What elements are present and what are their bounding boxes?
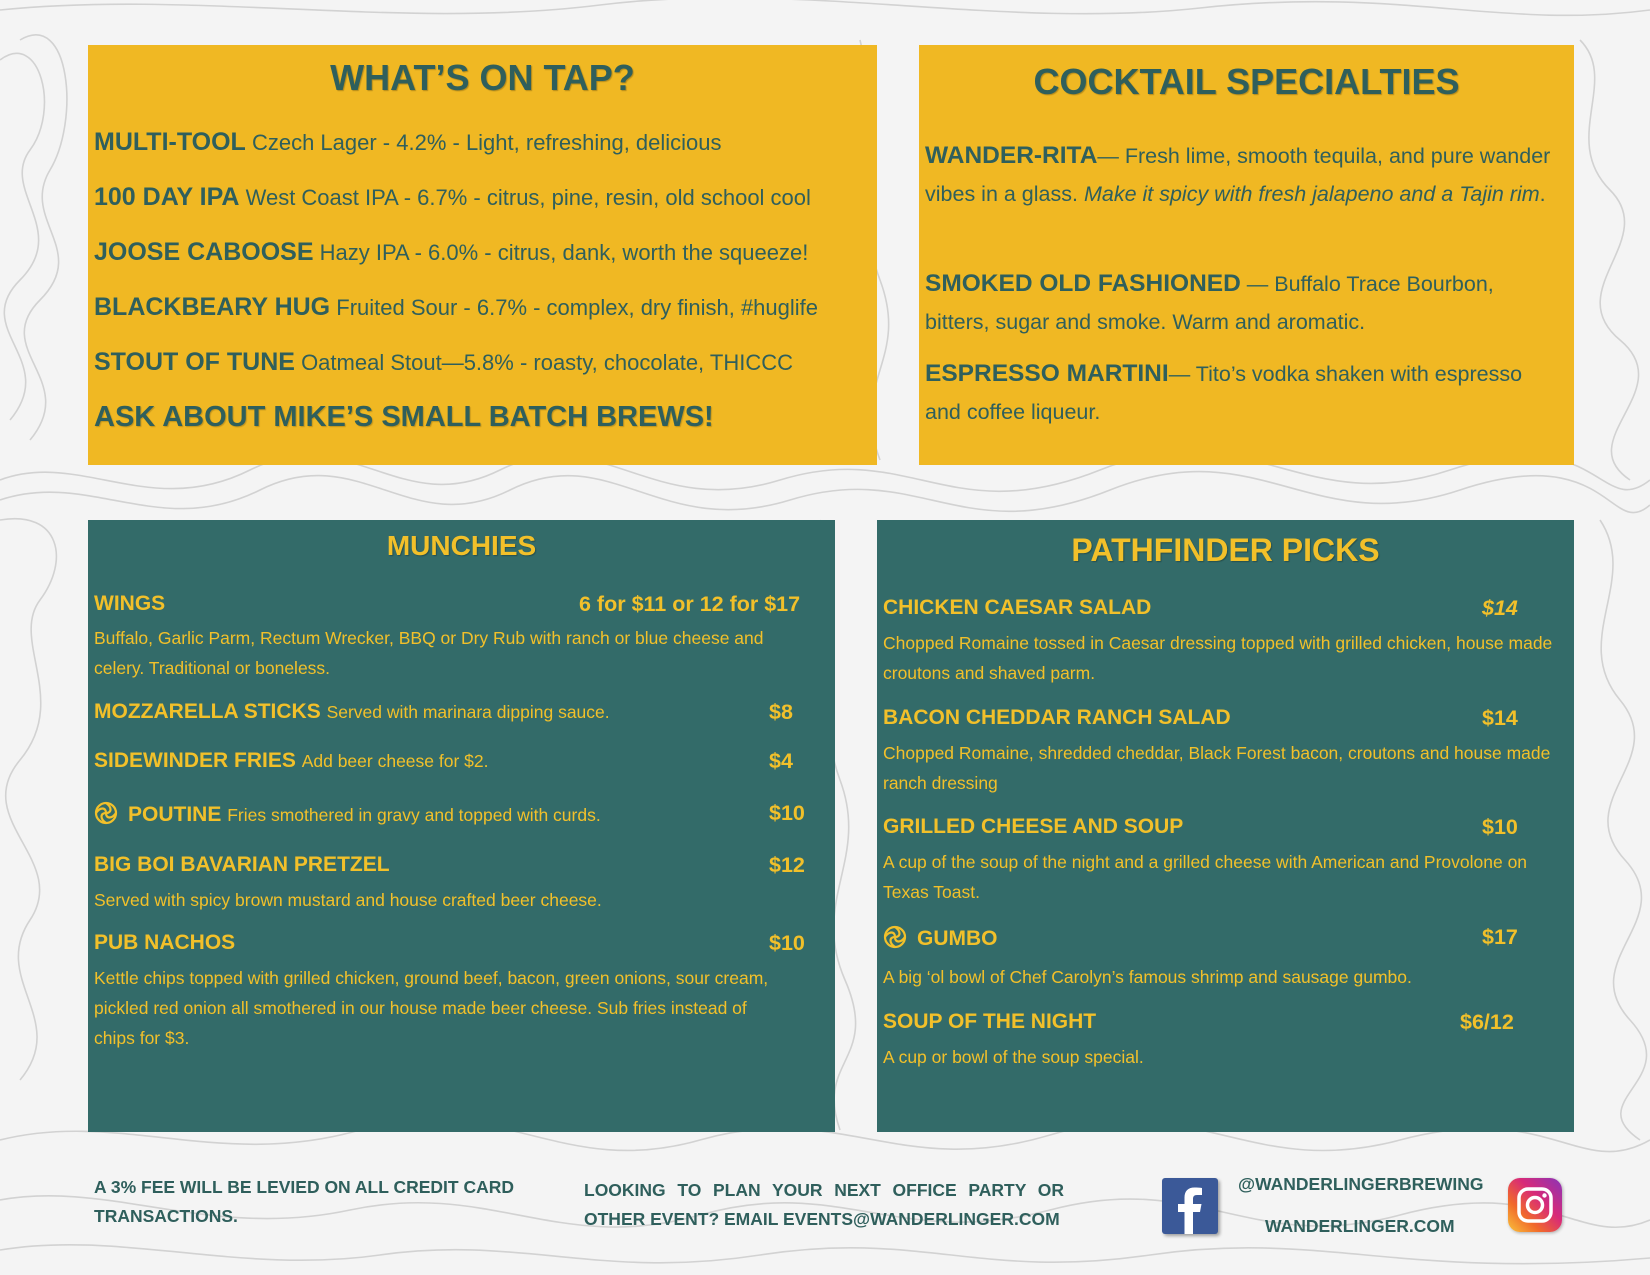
cocktail-item [925,137,1560,213]
tap-title: WHAT’S ON TAP? [330,57,635,98]
menu-item-price: 6 for $11 or 12 for $17 [579,592,801,616]
beer-desc: Oatmeal Stout—5.8% - roasty, chocolate, THICCC [301,350,793,375]
menu-item-desc: Chopped Romaine tossed in Caesar dressing topped with grilled chicken, house made croutons and shaved parm. [883,633,1553,683]
beer-name: STOUT OF TUNE [94,348,295,376]
instagram-glyph [1508,1178,1562,1232]
tap-row [94,128,722,157]
website-link[interactable]: WANDERLINGER.COM [1265,1216,1455,1236]
menu-item-desc: A cup or bowl of the soup special. [883,1047,1144,1067]
menu-item-name: GRILLED CHEESE AND SOUP [883,815,1184,838]
cocktail-title: COCKTAIL SPECIALTIES [1033,61,1460,102]
menu-item-name [94,749,489,773]
item-title: MOZZARELLA STICKS [94,700,321,723]
beer-desc: Hazy IPA - 6.0% - citrus, dank, worth the squeeze! [319,240,809,265]
social-handle[interactable]: @WANDERLINGERBREWING [1238,1174,1484,1194]
item-inline-desc: Add beer cheese for $2. [301,751,489,771]
facebook-icon[interactable] [1162,1178,1218,1234]
item-inline-desc: Served with marinara dipping sauce. [326,702,610,722]
item-title: POUTINE [128,803,222,826]
beer-desc: Czech Lager - 4.2% - Light, refreshing, delicious [251,130,722,155]
cocktail-item [925,265,1560,341]
menu-item-name: SOUP OF THE NIGHT [883,1010,1097,1033]
tap-callout: ASK ABOUT MIKE’S SMALL BATCH BREWS! [94,401,714,433]
cocktail-name: WANDER-RITA [925,142,1098,169]
cocktail-name: SMOKED OLD FASHIONED [925,270,1241,297]
beer-desc: West Coast IPA - 6.7% - citrus, pine, resin, old school cool [245,185,811,210]
cocktail-end: . [1539,182,1546,206]
menu-item-price: $10 [769,801,805,825]
menu-item-price: $14 [1482,706,1518,730]
pathfinder-title: PATHFINDER PICKS [1071,532,1380,568]
tap-row [94,293,818,322]
facebook-glyph [1162,1178,1218,1234]
menu-item-price: $14 [1482,596,1518,620]
beer-name: JOOSE CABOOSE [94,238,314,266]
pathfinder-panel [877,520,1574,1132]
menu-item-price: $10 [1482,815,1518,839]
menu-item-price: $6/12 [1460,1010,1514,1034]
menu-item-name: BACON CHEDDAR RANCH SALAD [883,706,1231,729]
menu-item-price: $17 [1482,925,1518,949]
swirl-icon [883,925,907,949]
tap-row [94,348,793,377]
tap-panel [88,45,877,465]
item-inline-desc: Fries smothered in gravy and topped with curds. [227,805,601,825]
menu-item-name: BIG BOI BAVARIAN PRETZEL [94,853,390,876]
menu-item-name [883,925,998,951]
munchies-panel [88,520,835,1132]
beer-name: BLACKBEARY HUG [94,293,331,321]
cocktail-desc: — Buffalo Trace Bourbon, bitters, sugar and smoke. Warm and aromatic. [925,272,1494,334]
tap-row [94,183,811,212]
menu-item-name: PUB NACHOS [94,931,236,954]
item-title: SIDEWINDER FRIES [94,749,296,772]
tap-row [94,238,808,267]
menu-item-desc: A cup of the soup of the night and a grilled cheese with American and Provolone on Texas Toast. [883,852,1528,902]
beer-desc: Fruited Sour - 6.7% - complex, dry finish, #huglife [336,295,819,320]
menu-item-desc: A big ‘ol bowl of Chef Carolyn’s famous shrimp and sausage gumbo. [883,967,1412,987]
menu-item-name [94,700,610,724]
beer-name: 100 DAY IPA [94,183,240,211]
menu-item-price: $10 [769,931,805,955]
menu-item-name [94,801,601,827]
menu-item-desc: Buffalo, Garlic Parm, Rectum Wrecker, BBQ or Dry Rub with ranch or blue cheese and celery. Traditional or boneless. [94,628,764,678]
menu-item-price: $4 [769,749,793,773]
item-title: GUMBO [917,927,998,950]
credit-card-fee-note: A 3% FEE WILL BE LEVIED ON ALL CREDIT CARD TRANSACTIONS. [94,1177,515,1226]
menu-item-desc: Chopped Romaine, shredded cheddar, Black Forest bacon, croutons and house made ranch dressing [883,743,1551,793]
menu-item-desc: Served with spicy brown mustard and house crafted beer cheese. [94,890,602,910]
menu-item-name: WINGS [94,592,166,615]
cocktail-note: Make it spicy with fresh jalapeno and a Tajin rim [1083,182,1540,206]
menu-item-desc: Kettle chips topped with grilled chicken, ground beef, bacon, green onions, sour cream, pickled red onion all smothered in our house made beer cheese. Sub fries instead of chips for $3. [94,968,769,1048]
beer-name: MULTI-TOOL [94,128,246,156]
cocktail-desc: — Fresh lime, smooth tequila, and pure wander vibes in a glass. [925,144,1551,206]
cocktail-panel [919,45,1574,465]
munchies-title: MUNCHIES [386,530,537,561]
menu-item-price: $12 [769,853,805,877]
instagram-icon[interactable] [1508,1178,1562,1232]
cocktail-name: ESPRESSO MARTINI [925,360,1169,387]
menu-item-price: $8 [769,700,793,724]
cocktail-desc: — Tito’s vodka shaken with espresso and coffee liqueur. [925,362,1523,424]
events-note: LOOKING TO PLAN YOUR NEXT OFFICE PARTY OR OTHER EVENT? EMAIL EVENTS@WANDERLINGER.COM [584,1180,1064,1229]
menu-item-name: CHICKEN CAESAR SALAD [883,596,1152,619]
cocktail-item [925,355,1560,431]
swirl-icon [94,801,118,825]
